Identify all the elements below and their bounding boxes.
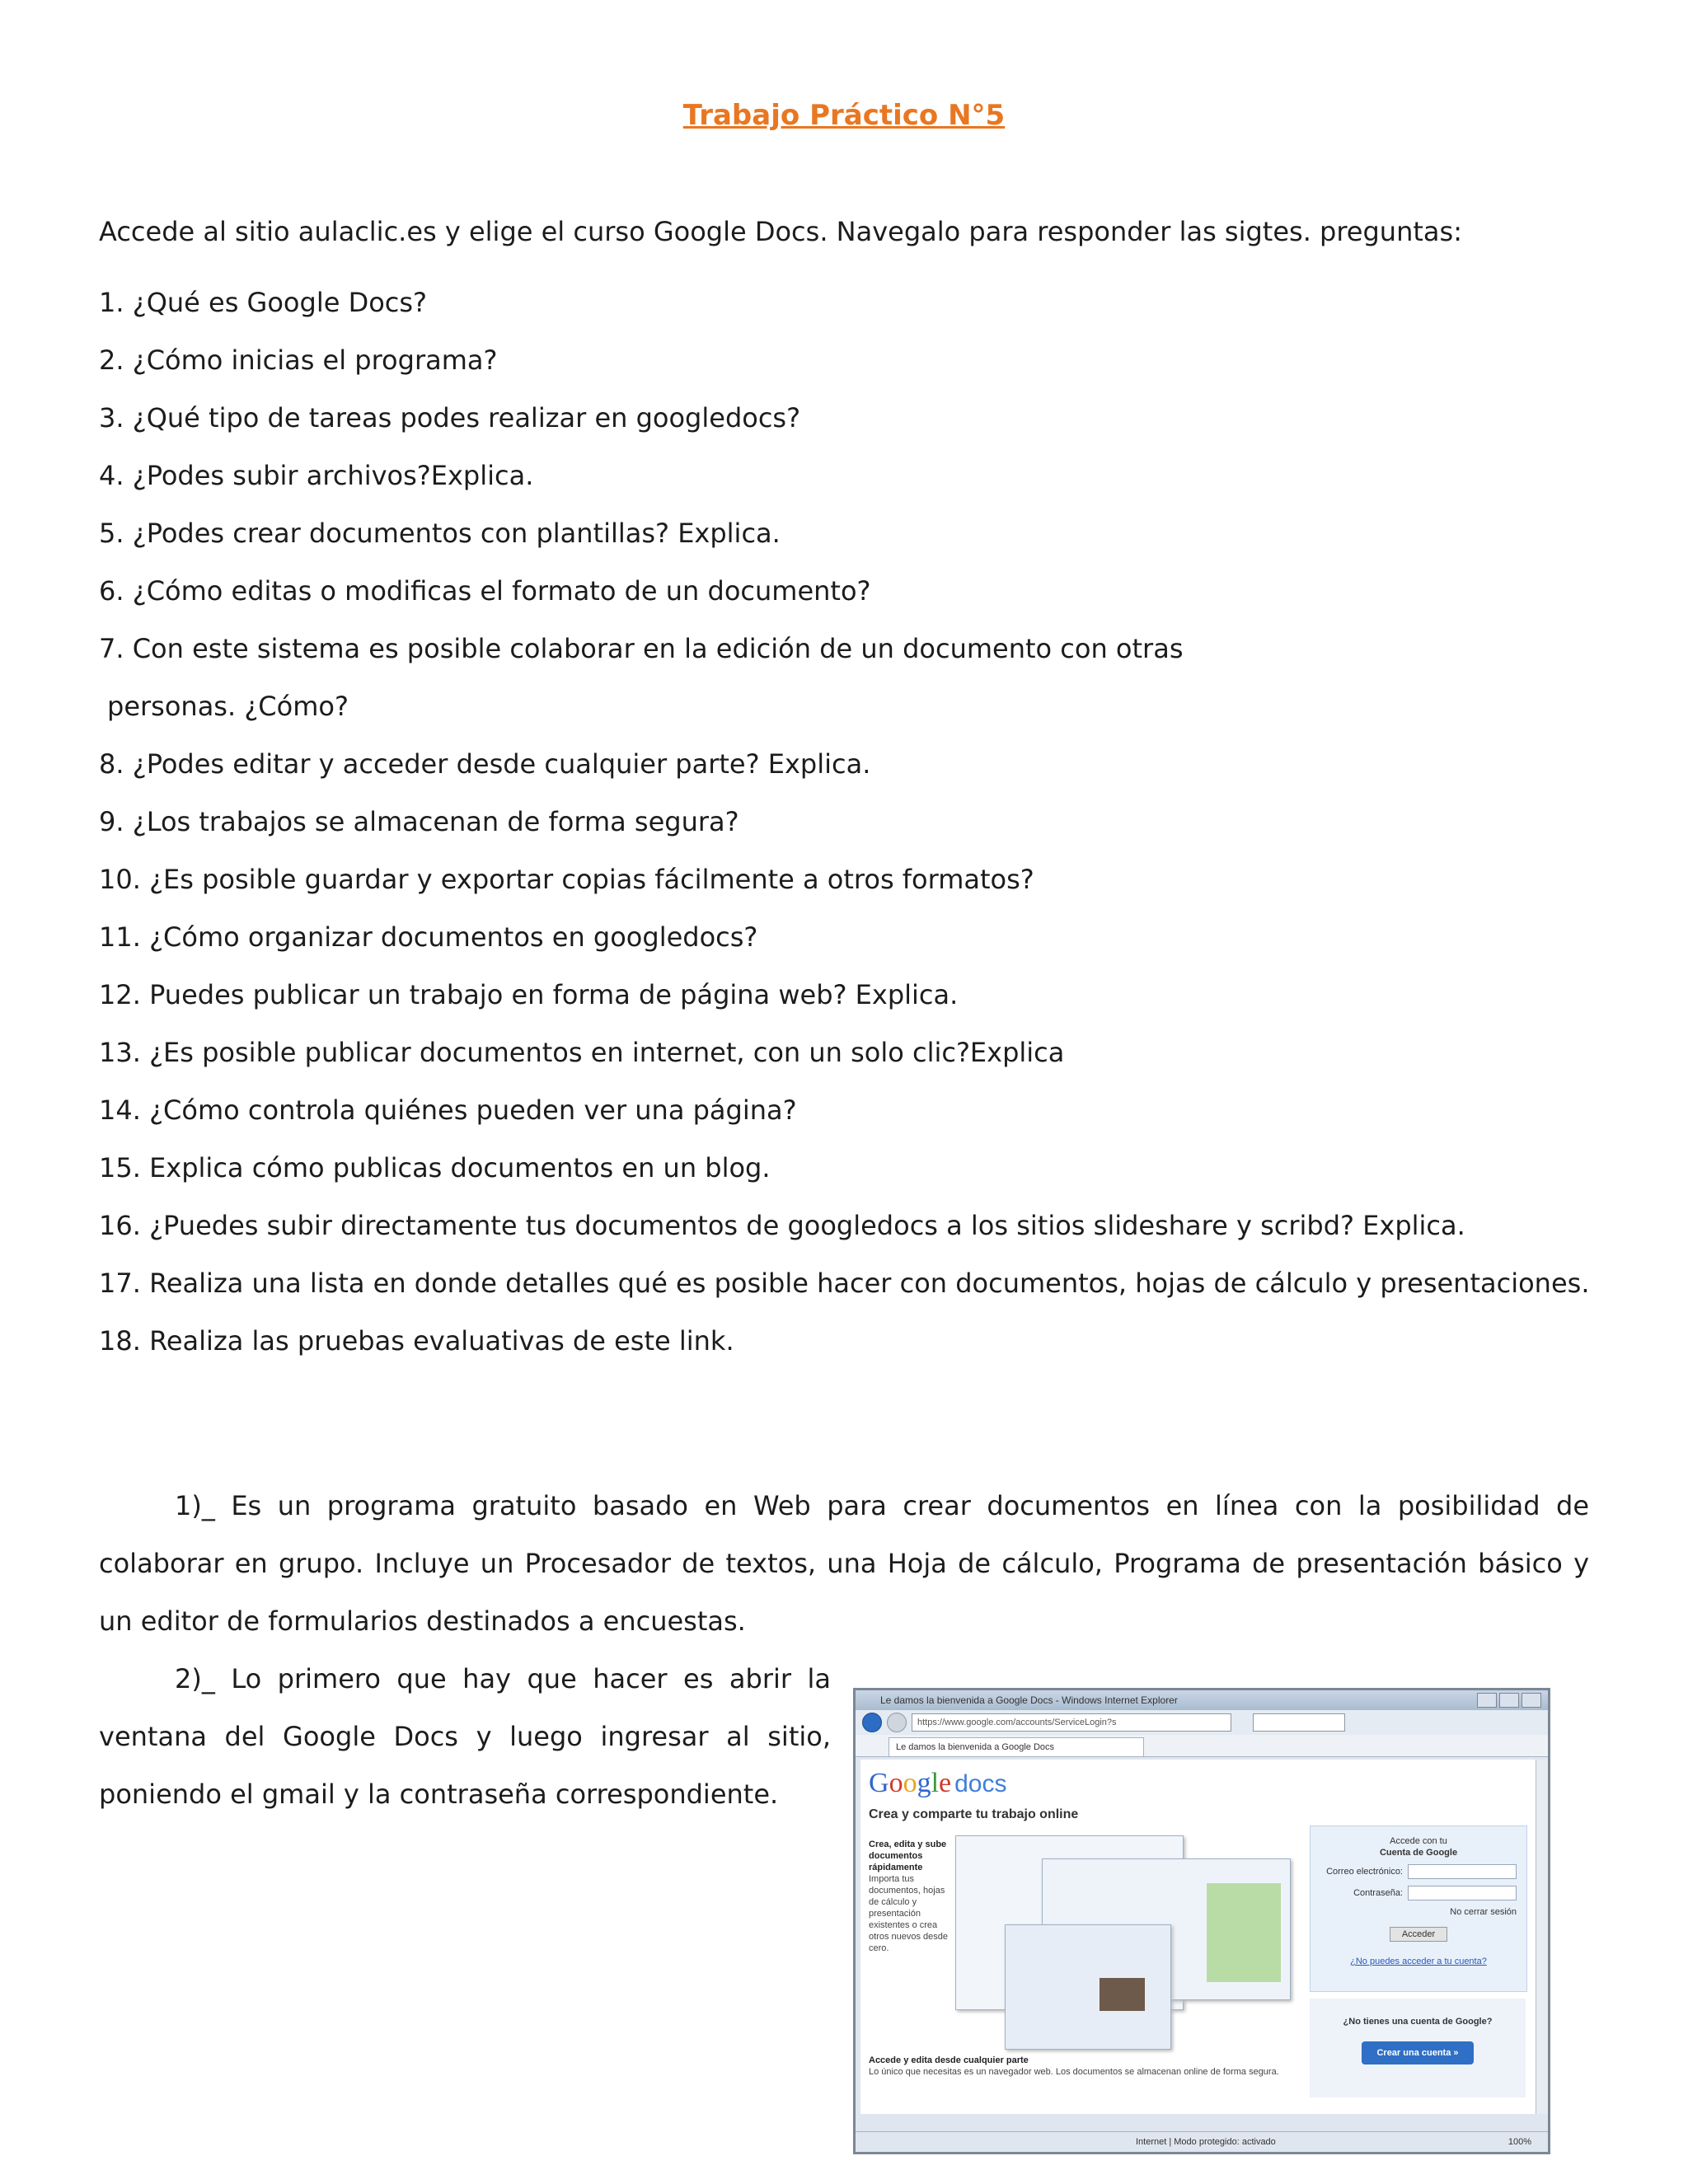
document-title: Trabajo Práctico N°5 bbox=[682, 99, 1006, 132]
question-item: 6. ¿Cómo editas o modificas el formato de un documento? bbox=[99, 575, 871, 607]
scrollbar bbox=[1536, 1760, 1548, 2114]
login-button: Acceder bbox=[1390, 1927, 1447, 1942]
question-item: 8. ¿Podes editar y acceder desde cualquier parte? Explica. bbox=[99, 748, 871, 780]
question-item: 13. ¿Es posible publicar documentos en internet, con un solo clic?Explica bbox=[99, 1037, 1065, 1068]
tab-bar bbox=[856, 1735, 1548, 1757]
status-text: Internet | Modo protegido: activado bbox=[1136, 2137, 1276, 2147]
browser-title-bar bbox=[856, 1690, 1548, 1710]
intro-paragraph: Accede al sitio aulaclic.es y elige el curso Google Docs. Navegalo para responder las sigtes. preguntas: bbox=[99, 216, 1462, 247]
question-item: 11. ¿Cómo organizar documentos en googledocs? bbox=[99, 921, 758, 953]
answer-2: 2)_ Lo primero que hay que hacer es abrir la ventana del Google Docs y luego ingresar al sitio, poniendo el gmail y la contraseña correspondiente. bbox=[99, 1663, 831, 1810]
email-field bbox=[1408, 1864, 1517, 1879]
search-box bbox=[1253, 1713, 1345, 1732]
presentation-mockup bbox=[1005, 1924, 1171, 2050]
question-item: 1. ¿Qué es Google Docs? bbox=[99, 287, 428, 318]
question-item-continuation: personas. ¿Cómo? bbox=[107, 691, 349, 722]
create-account-panel: ¿No tienes una cuenta de Google? Crear una cuenta » bbox=[1310, 1999, 1526, 2097]
question-item: 18. Realiza las pruebas evaluativas de este link. bbox=[99, 1325, 734, 1357]
login-panel: Accede con tu Cuenta de Google Correo electrónico: Contraseña: No cerrar sesión Acceder ¿No puedes acceder a tu cuenta? bbox=[1310, 1825, 1527, 1992]
remember-checkbox-label: No cerrar sesión bbox=[1450, 1907, 1517, 1917]
tagline: Crea y comparte tu trabajo online bbox=[869, 1807, 1079, 1821]
back-icon bbox=[862, 1713, 882, 1732]
password-field bbox=[1408, 1886, 1517, 1900]
forgot-link: ¿No puedes acceder a tu cuenta? bbox=[1350, 1957, 1487, 1966]
question-item: 12. Puedes publicar un trabajo en forma de página web? Explica. bbox=[99, 979, 959, 1010]
question-item: 10. ¿Es posible guardar y exportar copias fácilmente a otros formatos? bbox=[99, 864, 1034, 895]
maximize-icon bbox=[1499, 1693, 1519, 1708]
window-title: Le damos la bienvenida a Google Docs - Windows Internet Explorer bbox=[880, 1694, 1178, 1706]
create-account-button: Crear una cuenta » bbox=[1362, 2041, 1473, 2064]
minimize-icon bbox=[1477, 1693, 1497, 1708]
question-item: 7. Con este sistema es posible colaborar en la edición de un documento con otras bbox=[99, 633, 1184, 664]
answer-1: 1)_ Es un programa gratuito basado en Web para crear documentos en línea con la posibilidad de colaborar en grupo. Incluye un Procesador de textos, una Hoja de cálculo, Programa de presentación básico y un editor de formularios destinados a encuestas. bbox=[99, 1490, 1589, 1637]
question-item: 16. ¿Puedes subir directamente tus documentos de googledocs a los sitios slideshare y scribd? Explica. bbox=[99, 1210, 1465, 1241]
question-item: 9. ¿Los trabajos se almacenan de forma segura? bbox=[99, 806, 739, 837]
presentation-photo bbox=[1100, 1978, 1145, 2011]
question-list bbox=[99, 274, 1589, 1370]
zoom-level: 100% bbox=[1507, 2137, 1531, 2147]
page-content bbox=[860, 1760, 1536, 2114]
question-item: 17. Realiza una lista en donde detalles qué es posible hacer con documentos, hojas de cálculo y presentaciones. bbox=[99, 1268, 1590, 1299]
question-item: 4. ¿Podes subir archivos?Explica. bbox=[99, 460, 534, 491]
question-item: 14. ¿Cómo controla quiénes pueden ver una página? bbox=[99, 1094, 797, 1126]
footer-text: Accede y edita desde cualquier parte Lo único que necesitas es un navegador web. Los documentos se almacenan online de forma segura. bbox=[869, 2055, 1279, 2077]
close-icon bbox=[1522, 1693, 1541, 1708]
question-item: 15. Explica cómo publicas documentos en un blog. bbox=[99, 1152, 771, 1183]
address-bar bbox=[856, 1710, 1548, 1735]
question-item: 3. ¿Qué tipo de tareas podes realizar en googledocs? bbox=[99, 402, 801, 434]
browser-tab: Le damos la bienvenida a Google Docs bbox=[889, 1737, 1144, 1757]
google-docs-logo: Google docs bbox=[869, 1768, 1007, 1798]
url-field: https://www.google.com/accounts/ServiceLogin?s bbox=[912, 1713, 1231, 1732]
feature-text: Crea, edita y sube documentos rápidamente Importa tus documentos, hojas de cálculo y presentación existentes o crea otros nuevos desde cero. bbox=[869, 1840, 949, 1953]
status-bar bbox=[856, 2131, 1548, 2152]
google-docs-screenshot bbox=[853, 1688, 1550, 2154]
question-item: 5. ¿Podes crear documentos con plantillas? Explica. bbox=[99, 518, 781, 549]
spreadsheet-chart-mockup bbox=[1207, 1883, 1281, 1982]
question-item: 2. ¿Cómo inicias el programa? bbox=[99, 344, 498, 376]
window-controls bbox=[1477, 1693, 1541, 1708]
forward-icon bbox=[887, 1713, 907, 1732]
